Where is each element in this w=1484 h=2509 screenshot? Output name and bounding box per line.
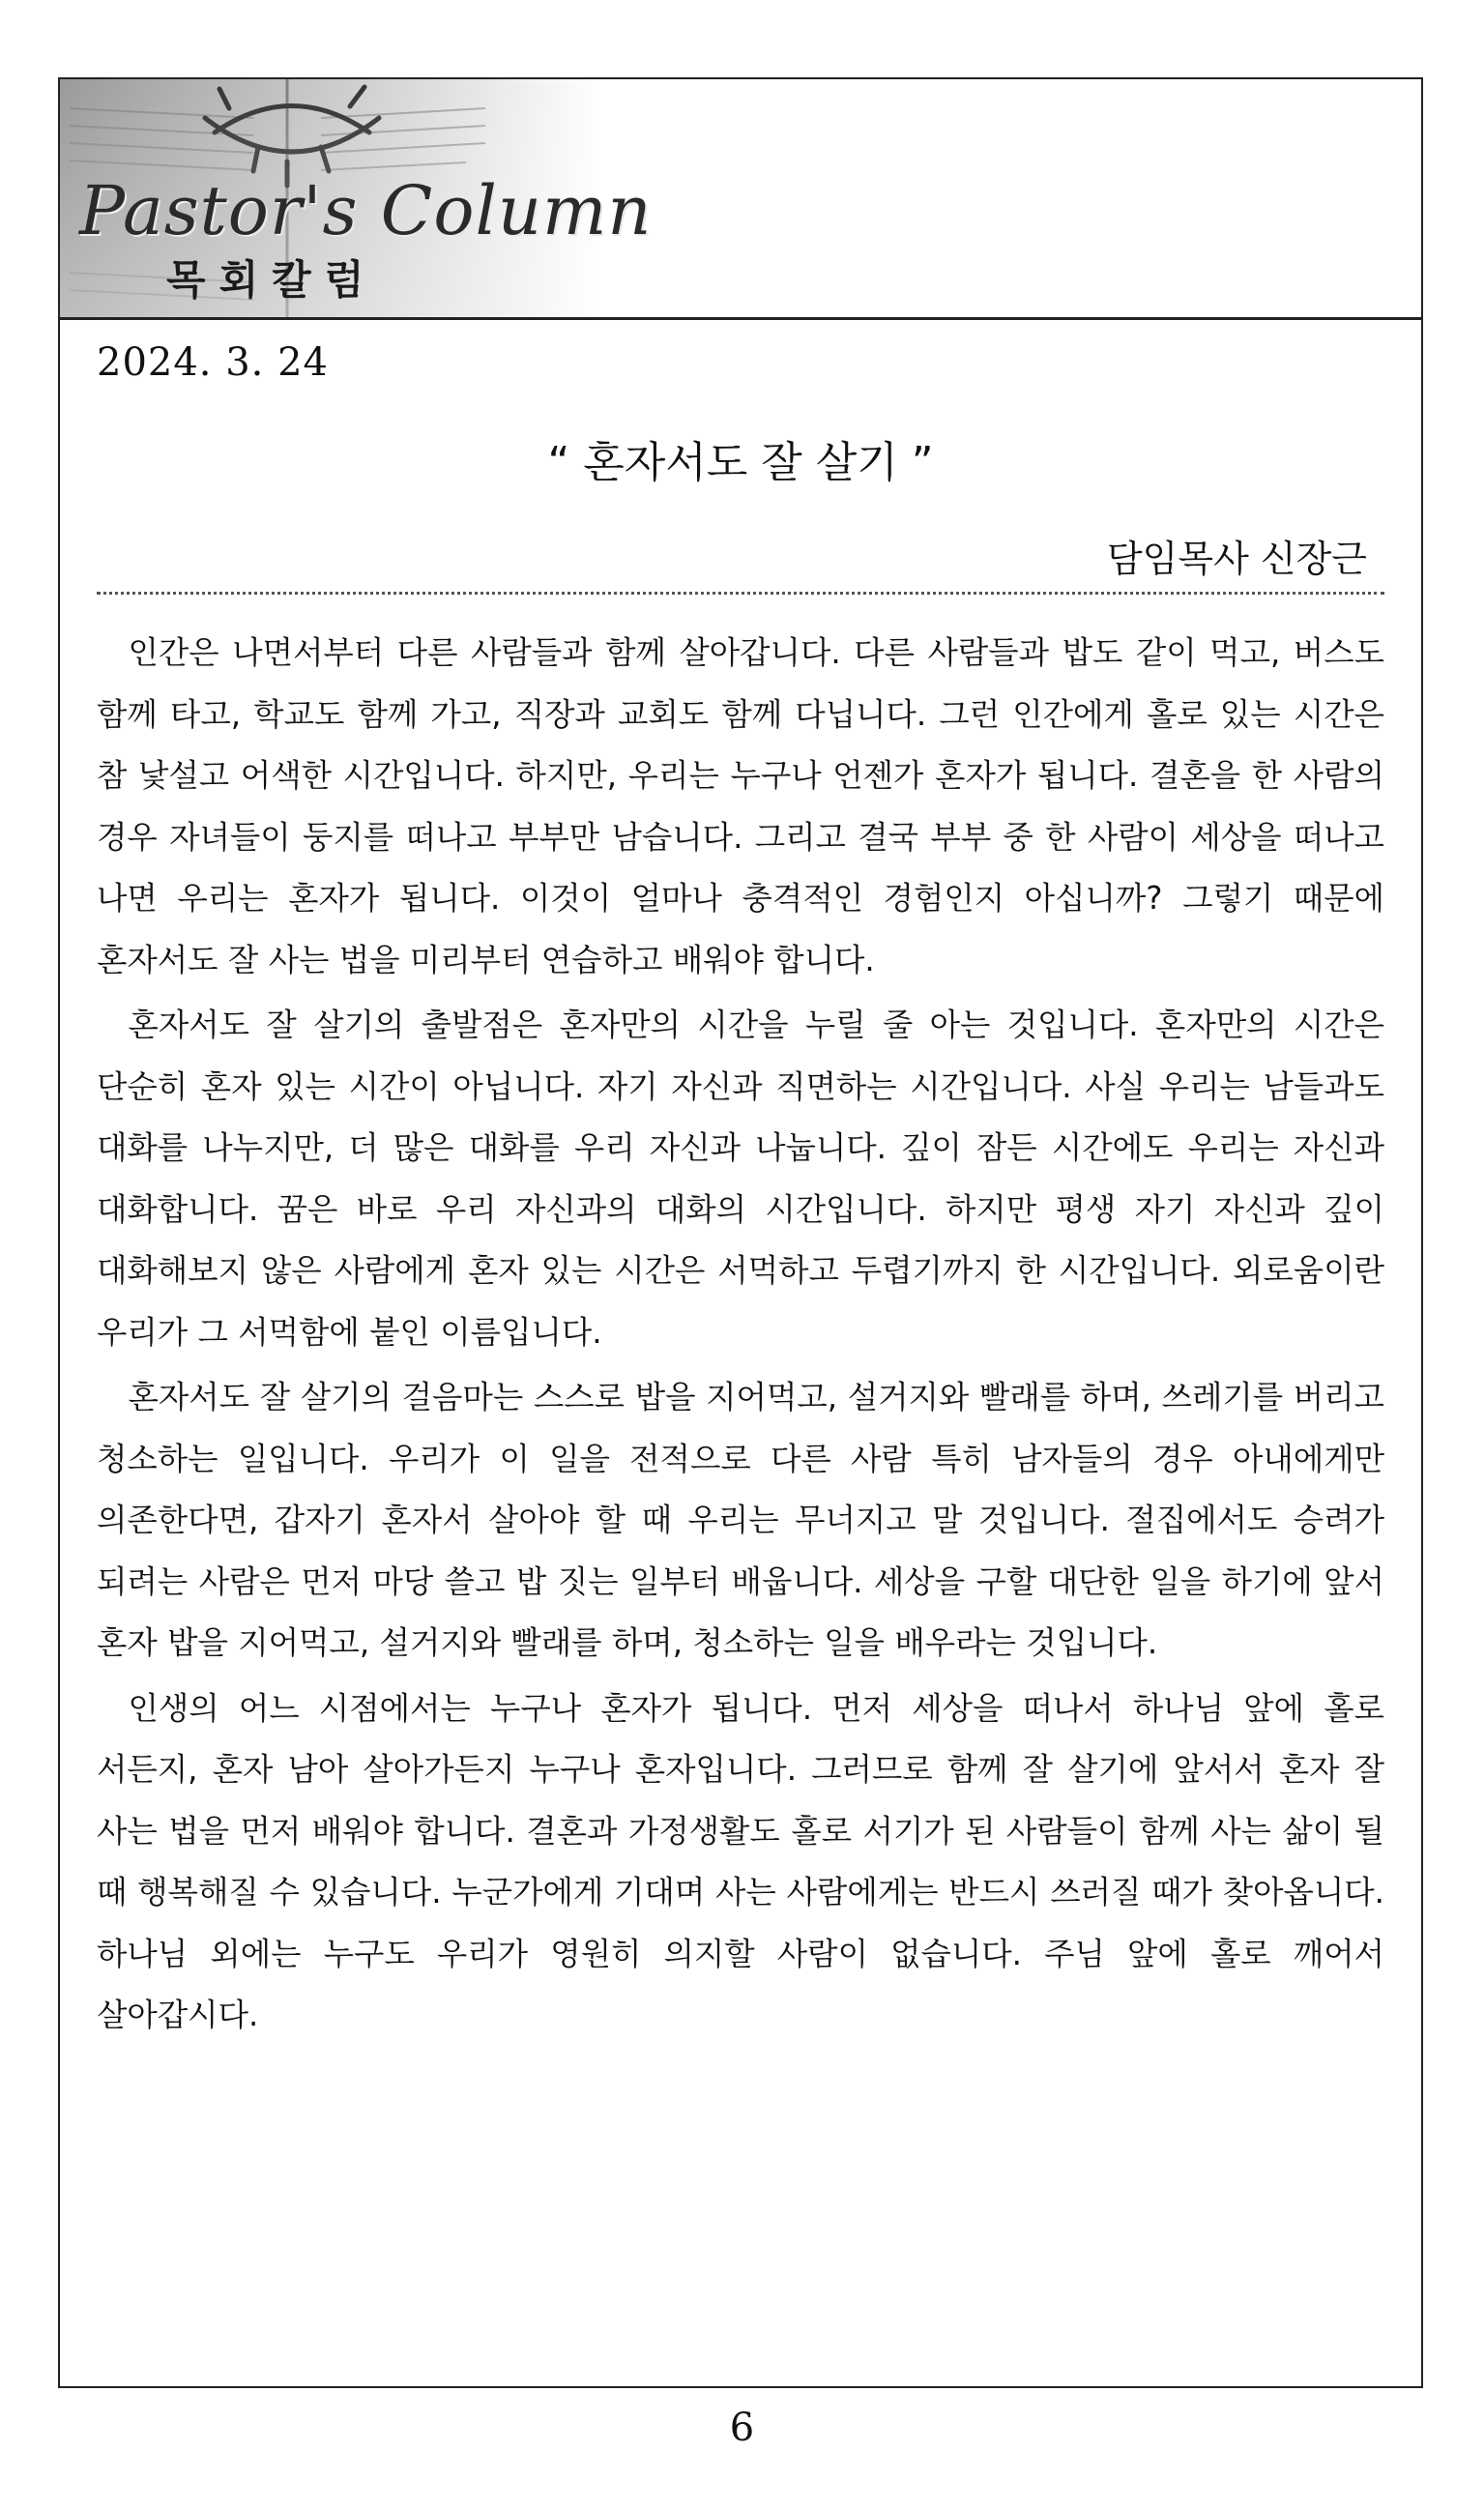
page-number: 6 — [729, 2406, 755, 2450]
column-author: 담임목사 신장근 — [1106, 538, 1367, 580]
column-header — [60, 79, 1421, 320]
banner-image — [60, 79, 653, 317]
paragraph: 인간은 나면서부터 다른 사람들과 함께 살아갑니다. 다른 사람들과 밥도 같이 먹고, 버스도 함께 타고, 학교도 함께 가고, 직장과 교회도 함께 다닙니다. 그런 인간에게 홀로 있는 시간은 참 낯설고 어색한 시간입니다. 하지만, 우리는 누구나 언젠가 혼자가 됩니다. 결혼을 한 사람의 경우 자녀들이 둥지를 떠나고 부부만 남습니다. 그리고 결국 부부 중 한 사람이 세상을 떠나고 나면 우리는 혼자가 됩니다. 이것이 얼마나 충격적인 경험인지 아십니까? 그렇기 때문에 혼자서도 잘 사는 법을 미리부터 연습하고 배워야 합니다. — [97, 634, 1384, 978]
banner-title: Pastor's Column — [79, 171, 653, 250]
column-frame — [58, 77, 1423, 2388]
paragraph: 혼자서도 잘 살기의 걸음마는 스스로 밥을 지어먹고, 설거지와 빨래를 하며, 쓰레기를 버리고 청소하는 일입니다. 우리가 이 일을 전적으로 다른 사람 특히 남자들의 경우 아내에게만 의존한다면, 갑자기 혼자서 살아야 할 때 우리는 무너지고 말 것입니다. 절집에서도 승려가 되려는 사람은 먼저 마당 쓸고 밥 짓는 일부터 배웁니다. 세상을 구할 대단한 일을 하기에 앞서 혼자 밥을 지어먹고, 설거지와 빨래를 하며, 청소하는 일을 배우라는 것입니다. — [97, 1379, 1384, 1661]
paragraph: 인생의 어느 시점에서는 누구나 혼자가 됩니다. 먼저 세상을 떠나서 하나님 앞에 홀로 서든지, 혼자 남아 살아가든지 누구나 혼자입니다. 그러므로 함께 잘 살기에 앞서서 혼자 잘 사는 법을 먼저 배워야 합니다. 결혼과 가정생활도 홀로 서기가 된 사람들이 함께 사는 삶이 될 때 행복해질 수 있습니다. 누군가에게 기대며 사는 사람에게는 반드시 쓰러질 때가 찾아옵니다. 하나님 외에는 누구도 우리가 영원히 의지할 사람이 없습니다. 주님 앞에 홀로 깨어서 살아갑시다. — [97, 1689, 1384, 2033]
paragraph: 혼자서도 잘 살기의 출발점은 혼자만의 시간을 누릴 줄 아는 것입니다. 혼자만의 시간은 단순히 혼자 있는 시간이 아닙니다. 자기 자신과 직면하는 시간입니다. 사실 우리는 남들과도 대화를 나누지만, 더 많은 대화를 우리 자신과 나눕니다. 깊이 잠든 시간에도 우리는 자신과 대화합니다. 꿈은 바로 우리 자신과의 대화의 시간입니다. 하지만 평생 자기 자신과 깊이 대화해보지 않은 사람에게 혼자 있는 시간은 서먹하고 두렵기까지 한 시간입니다. 외로움이란 우리가 그 서먹함에 붙인 이름입니다. — [97, 1007, 1384, 1351]
column-body — [97, 623, 1384, 2051]
column-date: 2024. 3. 24 — [97, 340, 330, 385]
column-title: “ 혼자서도 잘 살기 ” — [547, 438, 934, 487]
dotted-divider — [97, 592, 1384, 595]
banner-subtitle: 목회칼럼 — [166, 256, 378, 304]
